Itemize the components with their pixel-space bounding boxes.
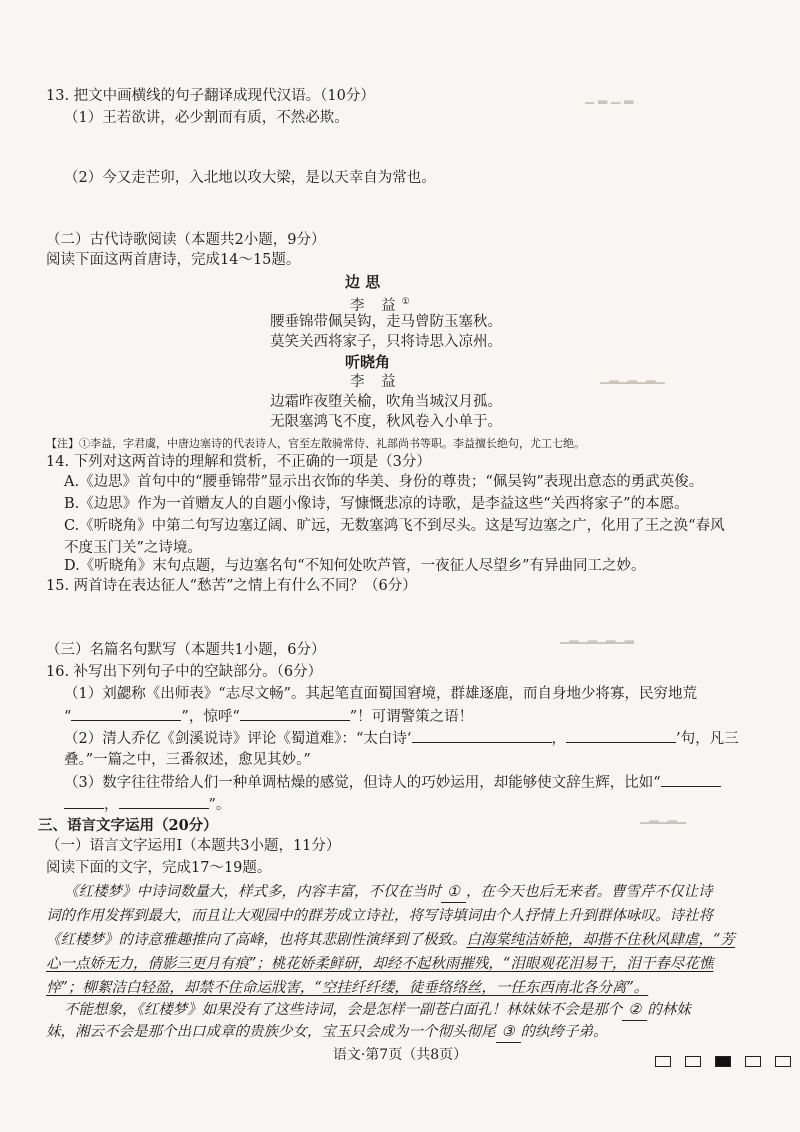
section2-heading: （二）古代诗歌阅读（本题共2小题，9分） <box>46 232 326 248</box>
passage-line-1: 《红楼梦》中诗词数量大，样式多，内容丰富，不仅在当时 ① ，在今天也后无来者。曹雪芹不仅让诗 <box>64 882 713 903</box>
answer-blank[interactable] <box>661 772 721 787</box>
q16-item-3: （3）数字往往带给人们一种单调枯燥的感觉，但诗人的巧妙运用，却能够使文辞生辉，比如“ <box>64 772 721 793</box>
poem2-line-2: 无限塞鸿飞不度，秋风卷入小单于。 <box>270 414 502 430</box>
answer-blank[interactable] <box>71 706 181 721</box>
poem2-line-1: 边霜昨夜堕关榆，吹角当城汉月孤。 <box>270 394 502 410</box>
poem2-author: 李 益 <box>350 374 402 390</box>
passage-line-4: 心一点娇无力，倩影三更月有痕”；桃花娇柔鲜研，却经不起秋雨摧残，“泪眼观花泪易干，泪干春尽花憔 <box>46 956 714 972</box>
answer-blank[interactable] <box>240 706 350 721</box>
poem2-title: 听晓角 <box>345 353 391 371</box>
passage-line-7: 妹，湘云不会是那个出口成章的贵族少女，宝玉只会成为一个彻头彻尾 ③ 的纨绔子弟。 <box>46 1022 608 1043</box>
bleed-through: ▁ ▂ ▁ ▂ <box>585 90 634 104</box>
bleed-through: ▁▂▁▂▁▂▁▂ <box>560 630 634 644</box>
poem1-line-2: 莫笑关西将家子，只将诗思入凉州。 <box>270 334 502 350</box>
poem1-author: 李 益① <box>350 297 410 314</box>
page-footer: 语文·第7页（共8页） <box>332 1047 468 1063</box>
bleed-through: ▁▂▁▂▁ <box>640 810 687 824</box>
q14-option-a: A.《边思》首句中的“腰垂锦带”显示出衣饰的华美、身份的尊贵；“佩吴钩”表现出意态的勇武英俊。 <box>64 474 704 490</box>
scan-mark <box>655 1056 671 1067</box>
q13-sentence-1: （1）王若欲讲，必少割而有质，不然必欺。 <box>64 110 349 126</box>
poem-footnote: 【注】①李益，字君虞，中唐边塞诗的代表诗人，官至左散骑常侍、礼部尚书等职。李益擅长绝句，尤工七绝。 <box>46 437 585 450</box>
scan-marks <box>655 1056 791 1067</box>
q13-stem: 13. 把文中画横线的句子翻译成现代汉语。（10分） <box>46 88 375 104</box>
answer-blank[interactable] <box>566 728 676 743</box>
answer-blank[interactable] <box>64 794 104 809</box>
scan-mark <box>715 1056 731 1067</box>
q16-item-2: （2）清人乔亿《剑溪说诗》评论《蜀道难》：“太白诗‘ ， ’句，凡三 <box>64 728 739 749</box>
q16-item-3-blanks: ， ”。 <box>64 794 230 815</box>
q16-item-2-cont: 叠。”一篇之中，三番叙述，愈见其妙。” <box>64 752 311 768</box>
answer-blank[interactable] <box>412 728 552 743</box>
scan-mark <box>685 1056 701 1067</box>
q16-stem: 16. 补写出下列句子中的空缺部分。（6分） <box>46 664 323 680</box>
blank-marker-3: ③ <box>496 1022 521 1043</box>
section3-heading: （三）名篇名句默写（本题共1小题，6分） <box>46 642 326 658</box>
q14-stem: 14. 下列对这两首诗的理解和赏析，不正确的一项是（3分） <box>46 454 431 470</box>
scan-mark <box>745 1056 761 1067</box>
passage-line-6: 不能想象，《红楼梦》如果没有了这些诗词，会是怎样一副苍白面孔！林妹妹不会是那个 ② 的林妹 <box>64 1000 691 1021</box>
section2-instruction: 阅读下面这两首唐诗，完成14～15题。 <box>46 252 301 268</box>
part3-subheading: （一）语言文字运用Ⅰ（本题共3小题，11分） <box>46 838 341 854</box>
q14-option-b: B.《边思》作为一首赠友人的自题小像诗，写慷慨悲凉的诗歌，是李益这些“关西将家子”的本愿。 <box>64 496 689 512</box>
bleed-through: ▁▂▁▂▁▂▁ <box>600 370 665 384</box>
q15-stem: 15. 两首诗在表达征人“愁苦”之情上有什么不同？（6分） <box>46 578 417 594</box>
passage-line-3: 《红楼梦》的诗意雅趣推向了高峰，也将其悲剧性演绎到了极致。白海棠纯洁娇艳，却揩不住秋风肆虐，“芳 <box>46 932 735 948</box>
part3-heading: 三、语言文字运用（20分） <box>38 817 218 834</box>
q14-option-c: C.《听晓角》中第二句写边塞辽阔、旷远，无数塞鸿飞不到尽头。这是写边塞之广，化用了王之涣“春风 <box>64 518 725 534</box>
q16-item-1-blanks: “ ”，惊呼“ ”！可谓警策之语！ <box>64 706 473 727</box>
passage-line-5: 悴”；柳絮洁白轻盈，却禁不住命运戕害，“空挂纤纤缕，徒垂络络丝，一任东西南北各分离”。 <box>46 980 649 996</box>
scan-mark <box>775 1056 791 1067</box>
blank-marker-1: ① <box>441 882 466 903</box>
passage-line-2: 词的作用发挥到最大，而且让大观园中的群芳成立诗社，将写诗填词由个人抒情上升到群体咏叹。诗社将 <box>46 908 713 924</box>
q14-option-c-cont: 不度玉门关”之诗境。 <box>64 540 202 556</box>
poem1-line-1: 腰垂锦带佩吴钩，走马曾防玉塞秋。 <box>270 314 502 330</box>
poem1-title: 边 思 <box>345 273 381 291</box>
part3-instruction: 阅读下面的文字，完成17～19题。 <box>46 860 272 876</box>
q14-option-d: D.《听晓角》末句点题，与边塞名句“不知何处吹芦管，一夜征人尽望乡”有异曲同工之妙。 <box>64 558 646 574</box>
q16-item-1: （1）刘勰称《出师表》“志尽文畅”。其起笔直面蜀国窘境，群雄逐鹿，而自身地少将寡，民穷地荒 <box>64 686 698 702</box>
blank-marker-2: ② <box>622 1000 647 1021</box>
answer-blank[interactable] <box>119 794 209 809</box>
q13-sentence-2: （2）今又走芒卯，入北地以攻大梁，是以天幸自为常也。 <box>64 170 436 186</box>
